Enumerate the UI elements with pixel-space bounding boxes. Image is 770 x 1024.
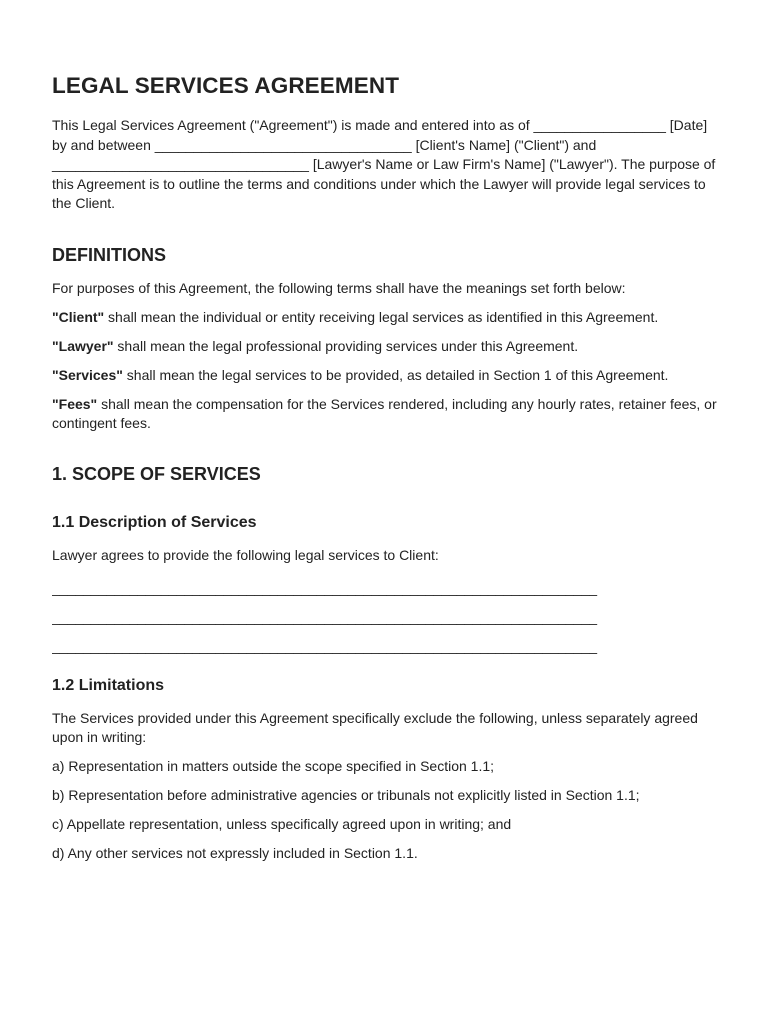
definition-term: "Lawyer" <box>52 337 114 354</box>
definition-term: "Services" <box>52 366 123 383</box>
limitations-heading: 1.2 Limitations <box>52 676 165 694</box>
definition-item <box>52 366 718 386</box>
blank-fill-line: ______________________________________________________________________ <box>52 580 598 596</box>
blank-fill-line: ______________________________________________________________________ <box>52 638 598 654</box>
definition-item <box>52 395 718 434</box>
limitation-item: a) Representation in matters outside the scope specified in Section 1.1; <box>52 758 495 774</box>
description-heading: 1.1 Description of Services <box>52 513 257 531</box>
definition-text: shall mean the legal professional providing services under this Agreement. <box>113 337 579 354</box>
scope-heading: 1. SCOPE OF SERVICES <box>52 463 261 484</box>
intro-paragraph: This Legal Services Agreement ("Agreement") is made and entered into as of _________________ [Date] by and between _________________________________ [Client's Name] ("Client") and _________________________________ [Lawyer's Name or Law Firm's Name] ("Lawyer"). The purpose of this Agreement is to outline the terms and conditions under which the Lawyer will provide legal services to the Client. <box>52 117 716 211</box>
limitation-item: c) Appellate representation, unless specifically agreed upon in writing; and <box>52 816 512 832</box>
definition-item <box>52 337 718 357</box>
limitations-lead: The Services provided under this Agreement specifically exclude the following, unless separately agreed upon in writing: <box>52 709 698 745</box>
definition-term: "Fees" <box>52 395 98 412</box>
definition-text: shall mean the compensation for the Services rendered, including any hourly rates, retainer fees, or contingent fees. <box>52 395 717 431</box>
limitation-item: d) Any other services not expressly included in Section 1.1. <box>52 845 418 861</box>
definition-text: shall mean the legal services to be provided, as detailed in Section 1 of this Agreement. <box>122 366 669 383</box>
definition-term: "Client" <box>52 308 105 325</box>
definitions-heading: DEFINITIONS <box>52 244 167 265</box>
definition-text: shall mean the individual or entity receiving legal services as identified in this Agreement. <box>104 308 659 325</box>
definition-item <box>52 308 718 328</box>
blank-fill-line: ______________________________________________________________________ <box>52 609 598 625</box>
description-lead: Lawyer agrees to provide the following legal services to Client: <box>52 546 439 563</box>
limitation-item: b) Representation before administrative agencies or tribunals not explicitly listed in Section 1.1; <box>52 787 640 803</box>
document-title: LEGAL SERVICES AGREEMENT <box>52 73 400 98</box>
definitions-lead: For purposes of this Agreement, the following terms shall have the meanings set forth below: <box>52 279 626 296</box>
